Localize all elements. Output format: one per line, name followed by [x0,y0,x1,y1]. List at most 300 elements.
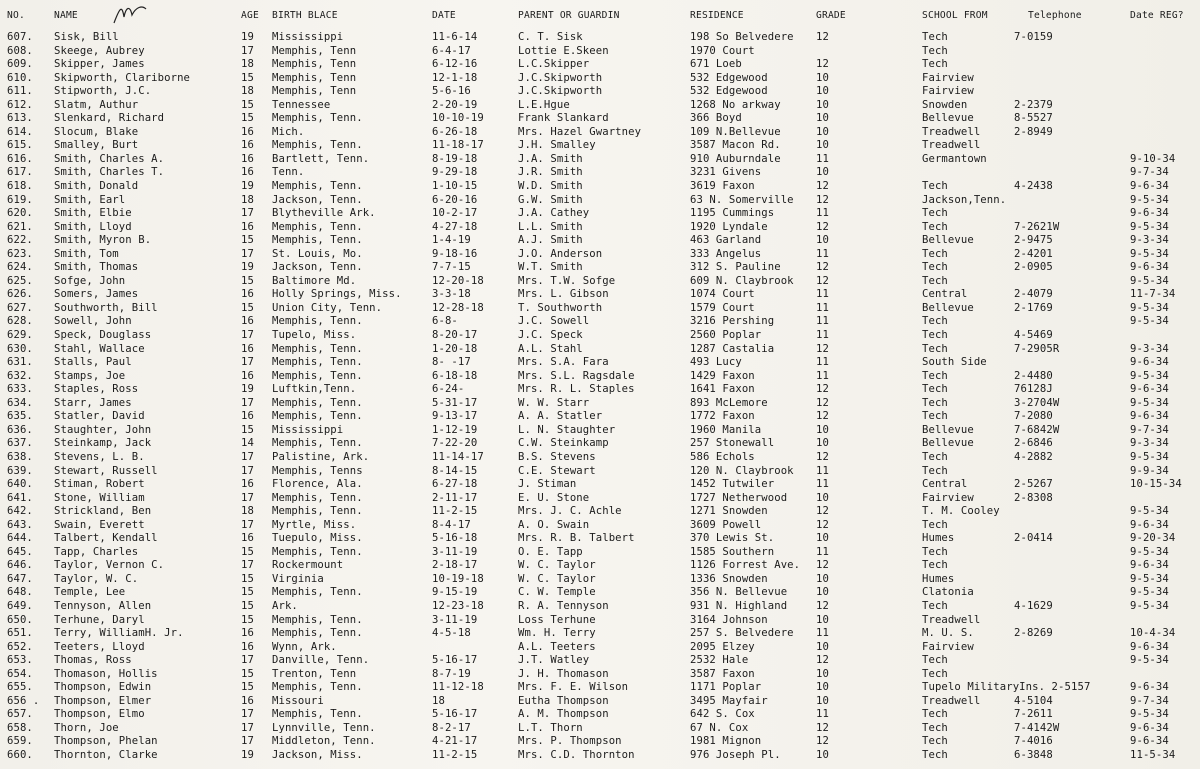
student-age: 17 [241,450,254,463]
school-from: Tech [922,654,948,667]
birth-date: 4-21-17 [432,735,478,748]
birth-place: Memphis, Tenn [272,71,357,84]
student-name: Taylor, Vernon C. [54,559,165,572]
residence: 1970 Court [690,44,755,57]
student-number: 655. [7,681,33,694]
student-name: Sisk, Bill [54,31,119,43]
date-registered: 9-6-34 [1130,735,1169,748]
school-from: Fairview [922,85,974,98]
student-number: 657. [7,708,33,721]
school-from: Tech [922,599,948,612]
student-age: 18 [241,85,254,98]
student-number: 615. [7,139,33,152]
grade: 12 [816,450,829,463]
grade: 12 [816,274,829,287]
telephone: 4-5104 [1014,694,1053,707]
student-age: 16 [241,139,254,152]
school-from: Snowden [922,98,968,111]
parent-name: L.C.Skipper [518,58,590,71]
student-name: Thornton, Clarke [54,748,158,761]
parent-name: R. A. Tennyson [518,599,609,612]
date-registered: 9-5-34 [1130,274,1169,287]
school-from: Tech [922,58,948,71]
student-age: 16 [241,694,254,707]
student-number: 614. [7,125,33,138]
table-row [0,681,1200,695]
date-registered: 9-5-34 [1130,220,1169,233]
table-row [0,465,1200,479]
parent-name: J.H. Smalley [518,139,596,152]
student-number: 629. [7,329,33,342]
table-row [0,99,1200,113]
table-row [0,451,1200,465]
birth-date: 3-11-19 [432,613,478,626]
student-age: 17 [241,207,254,220]
school-from: Treadwell [922,613,981,626]
table-row [0,207,1200,221]
student-age: 19 [241,383,254,396]
student-number: 636. [7,423,33,436]
parent-name: Mrs. L. Gibson [518,288,609,301]
student-number: 643. [7,518,33,531]
birth-place: Florence, Ala. [272,478,363,491]
residence: 532 Edgewood [690,71,768,84]
student-name: Slenkard, Richard [54,112,165,125]
student-age: 15 [241,98,254,111]
birth-place: Union City, Tenn. [272,301,383,314]
table-row [0,614,1200,628]
date-registered: 9-6-34 [1130,356,1169,369]
student-number: 640. [7,478,33,491]
parent-name: W.D. Smith [518,180,583,193]
grade: 11 [816,247,829,260]
birth-date: 2-18-17 [432,559,478,572]
student-name: Somers, James [54,288,139,301]
parent-name: W.T. Smith [518,261,583,274]
school-from: Tech [922,220,948,233]
birth-place: Jackson, Tenn. [272,193,363,206]
birth-date: 18 [432,694,445,707]
residence: 1585 Southern [690,545,775,558]
student-age: 16 [241,315,254,328]
student-age: 19 [241,261,254,274]
header-date-reg: Date REG? [1130,10,1184,21]
parent-name: J.T. Watley [518,654,590,667]
parent-name: C. T. Sisk [518,31,583,43]
student-age: 16 [241,166,254,179]
student-number: 607. [7,31,33,43]
student-name: Smith, Donald [54,180,139,193]
table-row [0,180,1200,194]
student-number: 644. [7,532,33,545]
birth-place: Bartlett, Tenn. [272,152,370,165]
student-age: 17 [241,329,254,342]
school-from: Tech [922,518,948,531]
date-registered: 9-5-34 [1130,396,1169,409]
telephone: 2-4079 [1014,288,1053,301]
grade: 12 [816,220,829,233]
student-age: 17 [241,356,254,369]
school-from: Bellevue [922,423,974,436]
school-from: Humes [922,572,955,585]
student-age: 16 [241,640,254,653]
parent-name: G.W. Smith [518,193,583,206]
date-registered: 9-10-34 [1130,152,1176,165]
grade: 10 [816,234,829,247]
parent-name: Mrs. Hazel Gwartney [518,125,642,138]
parent-name: Eutha Thompson [518,694,609,707]
school-from: Bellevue [922,437,974,450]
parent-name: Mrs. S.L. Ragsdale [518,369,635,382]
telephone: 4-2882 [1014,450,1053,463]
table-row [0,343,1200,357]
table-row [0,45,1200,59]
birth-date: 9-13-17 [432,410,478,423]
student-number: 624. [7,261,33,274]
grade: 10 [816,166,829,179]
birth-place: Memphis, Tenn. [272,369,363,382]
student-name: Thorn, Joe [54,721,119,734]
header-grade: GRADE [816,10,846,21]
student-number: 660. [7,748,33,761]
student-number: 647. [7,572,33,585]
school-from: Central [922,288,968,301]
table-row [0,586,1200,600]
school-from: South Side [922,356,987,369]
residence: 3587 Faxon [690,667,755,680]
telephone: 7-2611 [1014,708,1053,721]
student-name: Steinkamp, Jack [54,437,152,450]
student-age: 18 [241,193,254,206]
table-row [0,126,1200,140]
student-age: 18 [241,58,254,71]
birth-place: Missouri [272,694,324,707]
residence: 1268 No arkway [690,98,781,111]
header-residence: RESIDENCE [690,10,744,21]
student-age: 16 [241,627,254,640]
birth-date: 11-2-15 [432,748,478,761]
birth-place: Memphis, Tenn. [272,342,363,355]
telephone: 2-6846 [1014,437,1053,450]
grade: 11 [816,207,829,220]
birth-date: 8-7-19 [432,667,471,680]
telephone: 7-0159 [1014,31,1053,43]
date-registered: 9-9-34 [1130,464,1169,477]
table-row [0,356,1200,370]
birth-place: Wynn, Ark. [272,640,337,653]
grade: 12 [816,410,829,423]
parent-name: A. M. Thompson [518,708,609,721]
student-age: 17 [241,518,254,531]
date-registered: 9-5-34 [1130,599,1169,612]
student-number: 620. [7,207,33,220]
student-age: 15 [241,599,254,612]
residence: 642 S. Cox [690,708,755,721]
student-name: Thomas, Ross [54,654,132,667]
birth-date: 8-19-18 [432,152,478,165]
residence: 198 So Belvedere [690,31,794,43]
birth-date: 8-14-15 [432,464,478,477]
date-registered: 11-7-34 [1130,288,1176,301]
birth-place: Jackson, Miss. [272,748,363,761]
birth-place: Memphis, Tenn [272,58,357,71]
student-number: 626. [7,288,33,301]
table-row [0,749,1200,763]
table-row [0,492,1200,506]
student-number: 608. [7,44,33,57]
student-number: 623. [7,247,33,260]
birth-date: 10-10-19 [432,112,484,125]
table-row [0,275,1200,289]
birth-date: 4-27-18 [432,220,478,233]
residence: 3587 Macon Rd. [690,139,781,152]
telephone: 2-0905 [1014,261,1053,274]
residence: 1920 Lyndale [690,220,768,233]
parent-name: J.C. Speck [518,329,583,342]
header-age: AGE [241,10,259,21]
telephone: 2-1769 [1014,301,1053,314]
grade: 12 [816,342,829,355]
residence: 671 Loeb [690,58,742,71]
birth-date: 5-6-16 [432,85,471,98]
birth-place: Mississippi [272,423,344,436]
residence: 2532 Hale [690,654,749,667]
table-row [0,532,1200,546]
birth-place: Trenton, Tenn [272,667,357,680]
student-age: 19 [241,31,254,43]
school-from: Tech [922,667,948,680]
date-registered: 9-7-34 [1130,166,1169,179]
birth-place: Middleton, Tenn. [272,735,376,748]
table-row [0,546,1200,560]
telephone: 4-2438 [1014,180,1053,193]
birth-date: 4-5-18 [432,627,471,640]
date-registered: 9-3-34 [1130,234,1169,247]
grade: 10 [816,85,829,98]
residence: 1171 Poplar [690,681,762,694]
telephone: 76128J [1014,383,1053,396]
student-number: 612. [7,98,33,111]
student-name: Slatm, Authur [54,98,139,111]
student-number: 609. [7,58,33,71]
column-header-row [0,2,1200,30]
residence: 257 Stonewall [690,437,775,450]
school-from: Germantown [922,152,987,165]
student-name: Taylor, W. C. [54,572,139,585]
school-from: Tech [922,735,948,748]
table-row [0,288,1200,302]
table-row [0,72,1200,86]
residence: 63 N. Somerville [690,193,794,206]
date-registered: 9-5-34 [1130,315,1169,328]
grade: 12 [816,654,829,667]
grade: 12 [816,193,829,206]
parent-name: J.A. Cathey [518,207,590,220]
student-name: Thompson, Edwin [54,681,152,694]
student-name: Smith, Lloyd [54,220,132,233]
student-name: Smalley, Burt [54,139,139,152]
student-name: Stone, William [54,491,145,504]
student-age: 18 [241,505,254,518]
grade: 10 [816,586,829,599]
school-from: Tech [922,247,948,260]
telephone: 2-8269 [1014,627,1053,640]
date-registered: 9-7-34 [1130,423,1169,436]
school-from: Jackson,Tenn. [922,193,1007,206]
header-no: NO. [7,10,25,21]
residence: 356 N. Bellevue [690,586,788,599]
parent-name: Mrs. R. L. Staples [518,383,635,396]
student-number: 610. [7,71,33,84]
birth-date: 1-12-19 [432,423,478,436]
school-from: Central [922,478,968,491]
parent-name: W. C. Taylor [518,572,596,585]
parent-name: Mrs. R. B. Talbert [518,532,635,545]
birth-date: 5-31-17 [432,396,478,409]
telephone: 7-2621W [1014,220,1060,233]
birth-date: 10-19-18 [432,572,484,585]
grade: 10 [816,125,829,138]
table-row [0,654,1200,668]
student-number: 656 . [7,694,40,707]
parent-name: J.R. Smith [518,166,583,179]
student-age: 15 [241,112,254,125]
grade: 10 [816,532,829,545]
parent-name: Wm. H. Terry [518,627,596,640]
table-row [0,166,1200,180]
residence: 109 N.Bellevue [690,125,781,138]
birth-place: Memphis, Tenn. [272,681,363,694]
student-name: Stevens, L. B. [54,450,145,463]
birth-date: 7-7-15 [432,261,471,274]
grade: 12 [816,505,829,518]
student-number: 639. [7,464,33,477]
birth-date: 8-4-17 [432,518,471,531]
residence: 1271 Snowden [690,505,768,518]
birth-place: Memphis, Tenn. [272,545,363,558]
school-from: Tech [922,31,948,43]
birth-date: 3-3-18 [432,288,471,301]
school-from: Clatonia [922,586,974,599]
birth-date: 10-2-17 [432,207,478,220]
student-age: 17 [241,464,254,477]
student-age: 16 [241,532,254,545]
grade: 10 [816,667,829,680]
student-name: Skeege, Aubrey [54,44,145,57]
school-from: Tech [922,410,948,423]
residence: 1287 Castalia [690,342,775,355]
parent-name: C.W. Steinkamp [518,437,609,450]
parent-name: A. A. Statler [518,410,603,423]
table-row [0,410,1200,424]
birth-place: Tenn. [272,166,305,179]
residence: 3216 Pershing [690,315,775,328]
student-age: 17 [241,735,254,748]
residence: 3164 Johnson [690,613,768,626]
student-name: Temple, Lee [54,586,126,599]
student-name: Stewart, Russell [54,464,158,477]
parent-name: J.C. Sowell [518,315,590,328]
residence: 1074 Court [690,288,755,301]
student-age: 16 [241,478,254,491]
student-age: 17 [241,247,254,260]
student-name: Southworth, Bill [54,301,158,314]
parent-name: L. N. Staughter [518,423,616,436]
grade: 10 [816,98,829,111]
birth-date: 6-27-18 [432,478,478,491]
student-number: 642. [7,505,33,518]
student-number: 645. [7,545,33,558]
grade: 10 [816,491,829,504]
parent-name: J. H. Thomason [518,667,609,680]
birth-date: 12-20-18 [432,274,484,287]
student-number: 649. [7,599,33,612]
grade: 10 [816,71,829,84]
student-age: 17 [241,708,254,721]
telephone: 7-2080 [1014,410,1053,423]
birth-place: Memphis, Tenn. [272,505,363,518]
grade: 12 [816,599,829,612]
telephone: 4-5469 [1014,329,1053,342]
date-registered: 9-6-34 [1130,681,1169,694]
student-name: Stamps, Joe [54,369,126,382]
student-number: 632. [7,369,33,382]
school-from: Tech [922,261,948,274]
birth-place: Memphis, Tenn [272,85,357,98]
date-registered: 11-5-34 [1130,748,1176,761]
grade: 11 [816,315,829,328]
student-number: 651. [7,627,33,640]
student-name: Staughter, John [54,423,152,436]
parent-name: A.L. Teeters [518,640,596,653]
date-registered: 9-6-34 [1130,261,1169,274]
student-age: 16 [241,125,254,138]
date-registered: 9-5-34 [1130,654,1169,667]
student-name: Smith, Charles A. [54,152,165,165]
birth-place: Palistine, Ark. [272,450,370,463]
residence: 3609 Powell [690,518,762,531]
table-row [0,695,1200,709]
student-name: Smith, Elbie [54,207,132,220]
residence: 1195 Cummings [690,207,775,220]
birth-place: Holly Springs, Miss. [272,288,402,301]
birth-place: Tuepulo, Miss. [272,532,363,545]
residence: 1727 Netherwood [690,491,788,504]
birth-place: Blytheville Ark. [272,207,376,220]
grade: 10 [816,572,829,585]
residence: 463 Garland [690,234,762,247]
student-name: Statler, David [54,410,145,423]
student-register-rows [0,31,1200,763]
student-age: 19 [241,748,254,761]
birth-place: Memphis, Tenn. [272,180,363,193]
grade: 11 [816,478,829,491]
birth-place: Ark. [272,599,298,612]
school-from: Fairview [922,71,974,84]
grade: 12 [816,396,829,409]
table-row [0,248,1200,262]
grade: 10 [816,694,829,707]
residence: 257 S. Belvedere [690,627,794,640]
student-name: Thompson, Phelan [54,735,158,748]
birth-place: Memphis, Tenn [272,44,357,57]
student-number: 637. [7,437,33,450]
telephone: 2-4201 [1014,247,1053,260]
table-row [0,302,1200,316]
parent-name: O. E. Tapp [518,545,583,558]
residence: 493 Lucy [690,356,742,369]
grade: 10 [816,640,829,653]
